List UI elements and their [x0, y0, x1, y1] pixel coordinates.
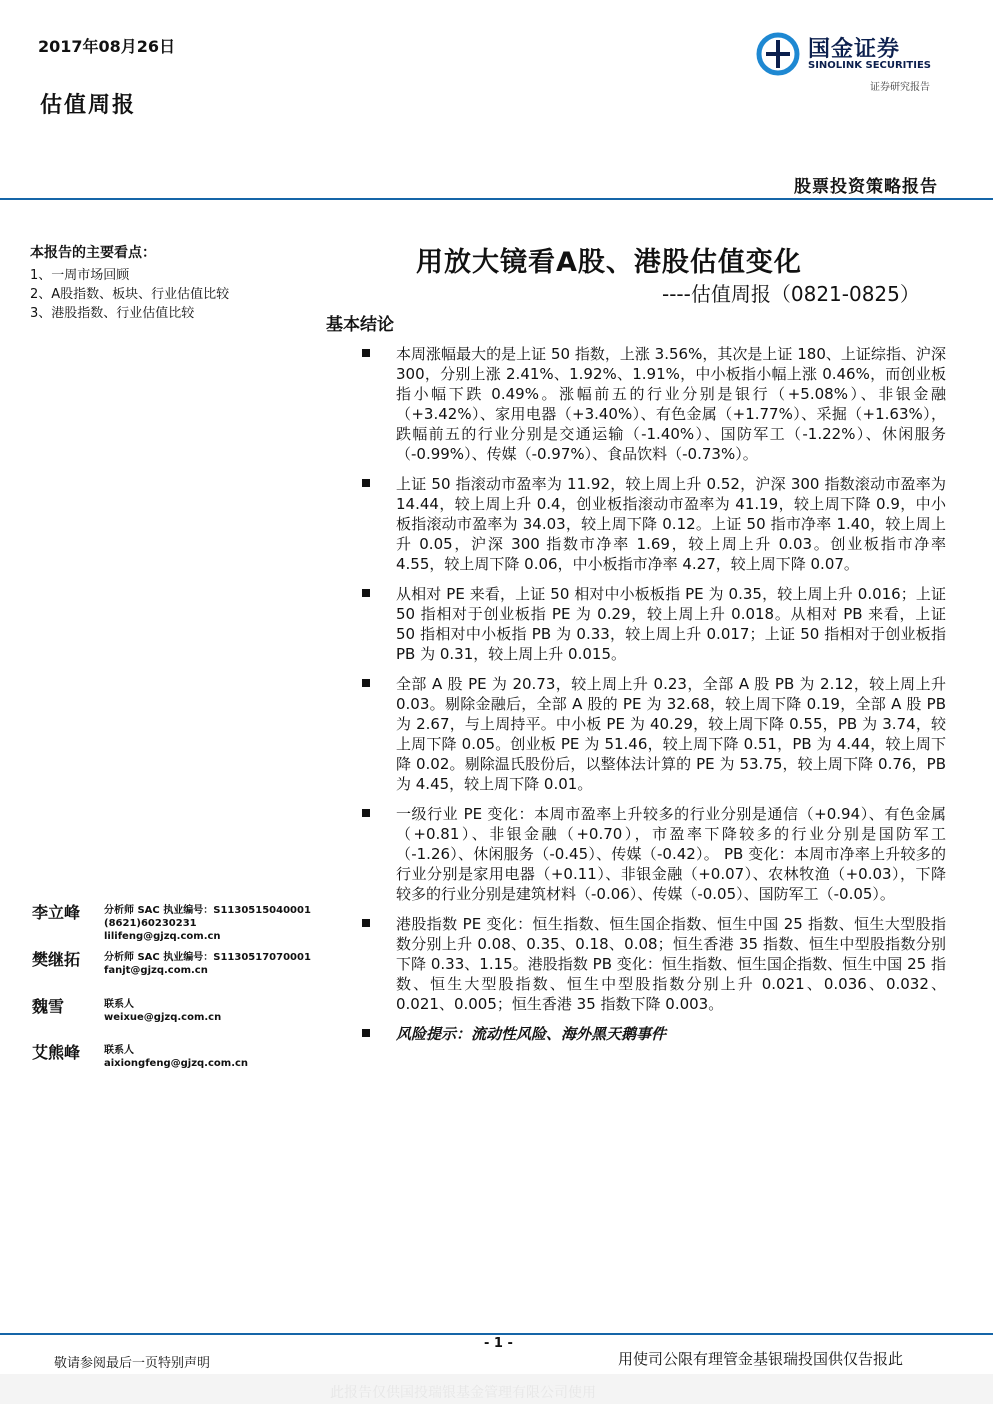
sinolink-logo [756, 30, 946, 94]
list-item [360, 674, 946, 794]
brand-name-cn: 国金证券 [808, 37, 901, 62]
list-item [360, 584, 946, 664]
key-points-heading: 本报告的主要看点： [30, 245, 156, 261]
report-subtitle: ----估值周报（0821-0825） [662, 282, 920, 306]
analyst-email[interactable]: lilifeng@gjzq.com.cn [104, 931, 221, 942]
bullet-square-icon [362, 349, 370, 357]
list-item [360, 1024, 946, 1044]
analyst-name: 艾熊峰 [32, 1043, 81, 1062]
bullet-text: 从相对 PE 来看，上证 50 相对中小板板指 PE 为 0.35，较上周上升 0.016；上证 50 指相对于创业板指 PE 为 0.29，较上周上升 0.018。从相对 PB 来看，上证 50 指相对中小板指 PB 为 0.33，较上周上升 0.017；上证 50 指相对于创业板指 PB 为 0.31，较上周上升 0.015。 [396, 585, 946, 663]
bullet-text: 一级行业 PE 变化：本周市盈率上升较多的行业分别是通信（+0.94）、有色金属（+0.81）、非银金融（+0.70），市盈率下降较多的行业分别是国防军工（-1.26）、休闲服务（-0.45）、传媒（-0.42）。 PB 变化：本周市净率上升较多的行业分别是家用电器（+0.11）、非银金融（+0.07）、农林牧渔（+0.03），下降较多的行业分别是建筑材料（-0.06）、传媒（-0.05）、国防军工（-0.05）。 [396, 805, 946, 903]
analyst-phone: (8621)60230231 [104, 918, 197, 929]
risk-warning: 风险提示：流动性风险、海外黑天鹅事件 [396, 1025, 667, 1043]
list-item [360, 344, 946, 464]
analyst-name: 李立峰 [32, 903, 81, 922]
key-points [30, 242, 330, 323]
conclusion-list [360, 344, 946, 1054]
analyst-info [104, 998, 221, 1024]
analyst-info [104, 951, 311, 977]
key-point-item: 3、港股指数、行业估值比较 [30, 306, 195, 321]
list-item [360, 914, 946, 1014]
analyst-role: 联系人 [104, 1045, 134, 1056]
bullet-square-icon [362, 479, 370, 487]
list-item [360, 474, 946, 574]
bullet-square-icon [362, 1029, 370, 1037]
key-point-item: 2、A股指数、板块、行业估值比较 [30, 287, 230, 302]
analyst-email[interactable]: weixue@gjzq.com.cn [104, 1012, 222, 1023]
bullet-square-icon [362, 809, 370, 817]
brand-name-en: SINOLINK SECURITIES [808, 60, 931, 71]
analyst-sac-id: 分析师 SAC 执业编号：S1130517070001 [104, 952, 311, 963]
footer-divider [0, 1333, 993, 1335]
analyst-email[interactable]: fanjt@gjzq.com.cn [104, 965, 208, 976]
section-heading: 基本结论 [326, 315, 394, 335]
page-number: - 1 - [484, 1336, 513, 1351]
bullet-square-icon [362, 589, 370, 597]
watermark-text: 此报告仅供国投瑞银基金管理有限公司使用 [330, 1385, 596, 1401]
bullet-text: 上证 50 指滚动市盈率为 11.92，较上周上升 0.52，沪深 300 指数滚动市盈率为 14.44，较上周上升 0.4，创业板指滚动市盈率为 41.19，较上周下降 0.9，中小板指滚动市盈率为 34.03，较上周下降 0.12。上证 50 指市净率 1.40，较上周上升 0.05，沪深 300 指数市净率 1.69，较上周上升 0.03。创业板指市净率 4.55，较上周下降 0.06，中小板指市净率 4.27，较上周下降 0.07。 [396, 475, 946, 573]
analyst-email[interactable]: aixiongfeng@gjzq.com.cn [104, 1058, 249, 1069]
bullet-text: 本周涨幅最大的是上证 50 指数，上涨 3.56%，其次是上证 180、上证综指、沪深 300，分别上涨 2.41%、1.92%、1.91%，中小板指小幅上涨 0.46%，而创业板指小幅下跌 0.49%。涨幅前五的行业分别是银行（+5.08%）、非银金融（+3.42%）、家用电器（+3.40%）、有色金属（+1.77%）、采掘（+1.63%），跌幅前五的行业分别是交通运输（-1.40%）、国防军工（-1.22%）、休闲服务（-0.99%）、传媒（-0.97%）、食品饮料（-0.73%）。 [396, 345, 946, 463]
bullet-text: 港股指数 PE 变化：恒生指数、恒生国企指数、恒生中国 25 指数、恒生大型股指数分别上升 0.08、0.35、0.18、0.08；恒生香港 35 指数、恒生中型股指数分别下降 0.33、1.15。港股指数 PB 变化：恒生指数、恒生国企指数、恒生中国 25 指数、恒生大型股指数、恒生中型股指数分别上升 0.021、0.036、0.032、0.021、0.005；恒生香港 35 指数下降 0.003。 [396, 915, 946, 1013]
report-type: 股票投资策略报告 [794, 177, 938, 197]
report-title: 用放大镜看A股、港股估值变化 [416, 247, 802, 278]
sinolink-logo-icon [756, 32, 800, 76]
report-date: 2017年08月26日 [38, 37, 176, 56]
footer-mirrored-text: 用使司公限有理管金基银瑞投国供仅告报此 [618, 1350, 904, 1368]
series-name: 估值周报 [40, 93, 137, 118]
bullet-square-icon [362, 919, 370, 927]
analyst-sac-id: 分析师 SAC 执业编号：S1130515040001 [104, 905, 311, 916]
disclaimer-note: 敬请参阅最后一页特别声明 [54, 1356, 211, 1371]
analyst-role: 联系人 [104, 999, 134, 1010]
header-divider [0, 198, 993, 200]
brand-subtitle: 证券研究报告 [870, 82, 930, 93]
list-item [360, 804, 946, 904]
bullet-square-icon [362, 679, 370, 687]
analyst-name: 魏雪 [32, 997, 65, 1016]
analyst-info [104, 904, 311, 943]
bullet-text: 全部 A 股 PE 为 20.73，较上周上升 0.23，全部 A 股 PB 为 2.12，较上周上升 0.03。剔除金融后，全部 A 股的 PE 为 32.68，较上周下降 0.19，全部 A 股 PB 为 2.67，与上周持平。中小板 PE 为 40.29，较上周下降 0.55，PB 为 3.74，较上周下降 0.05。创业板 PE 为 51.46，较上周下降 0.51，PB 为 4.44，较上周下降 0.02。剔除温氏股份后，以整体法计算的 PE 为 53.75，较上周下降 0.76，PB 为 4.45，较上周下降 0.01。 [396, 675, 946, 793]
analyst-name: 樊继拓 [32, 950, 81, 969]
key-point-item: 1、一周市场回顾 [30, 268, 130, 283]
analyst-info [104, 1044, 248, 1070]
